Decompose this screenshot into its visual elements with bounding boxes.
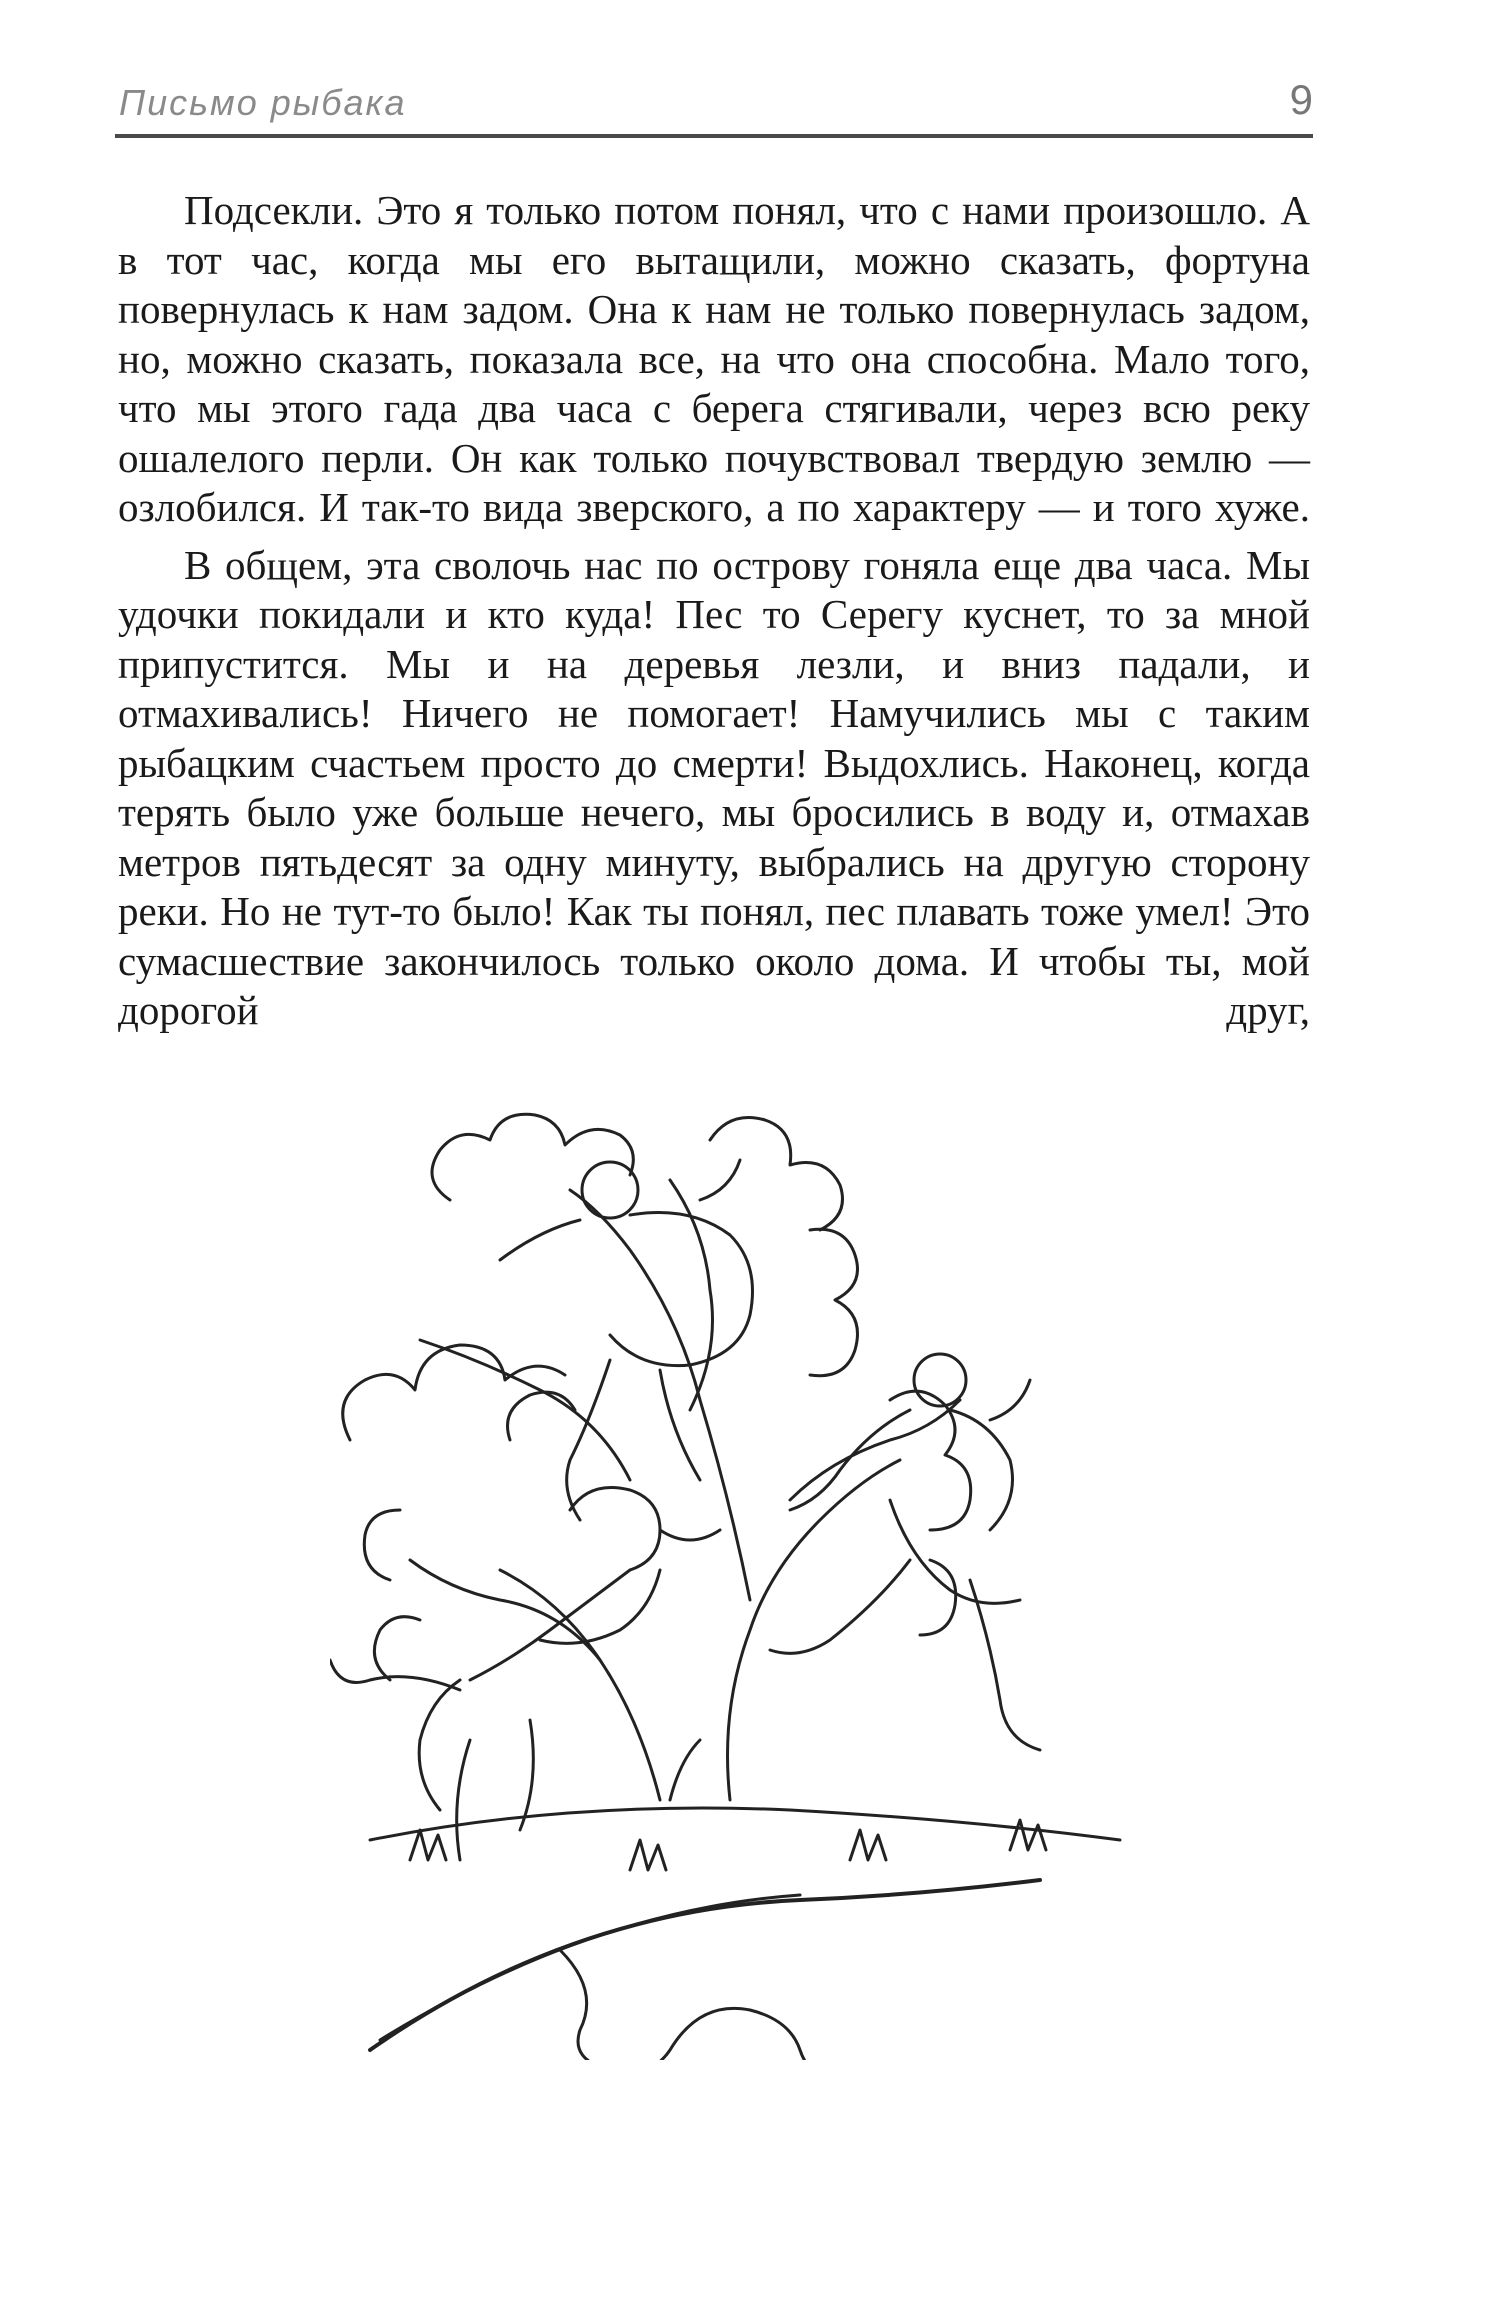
- header-rule: [115, 134, 1313, 138]
- tree-foliage: [343, 1114, 971, 1680]
- dog: [330, 1488, 720, 1861]
- running-head-title: Письмо рыбака: [119, 82, 407, 123]
- ground-grass: [370, 1808, 1120, 1870]
- paragraph-2: В общем, эта сволочь нас по острову гоняла еще два часа. Мы удочки покидали и кто куда! Пес то Серегу куснет, то за мной припустится. Мы и на деревья лезли, и вниз падали, и отмахивались! Ничего не помогает! Намучились мы с таким рыбацким счастьем просто до смерти! Выдохлись. Наконец, когда терять было уже больше нечего, мы бросились в воду и, отмахав метров пятьдесят за одну минуту, выбрались на другую сторону реки. Но не тут-то было! Как ты понял, пес плавать тоже умел! Это сумасшествие закончилось только около дома. И чтобы ты, мой дорогой друг,: [118, 541, 1310, 1033]
- illustration-boys-chased-by-dog: [330, 1080, 1160, 2060]
- body-text: [118, 186, 1310, 1044]
- running-head: [115, 70, 1313, 130]
- boy-running: [770, 1354, 1040, 1750]
- paragraph-1: Подсекли. Это я только потом понял, что с нами произошло. А в тот час, когда мы его вытащили, можно сказать, фортуна повернулась к нам задом. Она к нам не только повернулась задом, но, можно сказать, показала все, на что она способна. Мало того, что мы этого гада два часа с берега стягивали, через всю реку ошалелого перли. Он как только почувствовал твердую землю — озлобился. И так-то вида зверского, а по характеру — и того хуже.: [118, 187, 1310, 530]
- fishing-rod: [370, 1880, 1040, 2060]
- tree-trunk: [410, 1180, 960, 1800]
- boy-in-tree: [500, 1160, 753, 1520]
- page-number: 9: [1289, 76, 1313, 123]
